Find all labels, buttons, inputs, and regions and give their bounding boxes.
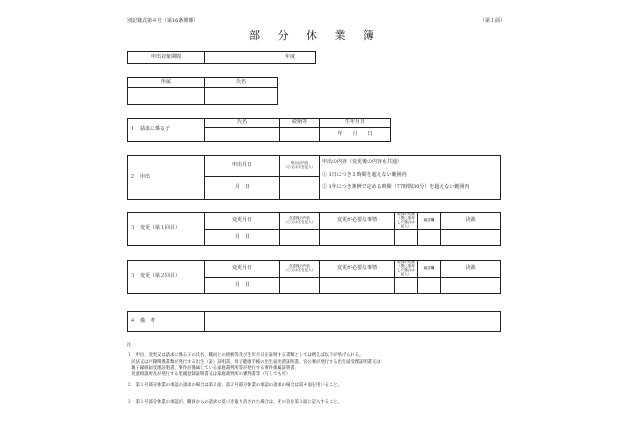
change2-reason-label: 変更が必要な事情 xyxy=(320,261,395,278)
change1-approval-field[interactable] xyxy=(441,230,501,246)
request-content-label-text: 申出の内容 xyxy=(290,161,309,166)
remarks-field[interactable] xyxy=(205,312,501,332)
period-label: 申出対象期間 xyxy=(128,52,205,64)
child-name-label: 氏名 xyxy=(205,119,280,128)
child-birth-field[interactable]: 年 月 日 xyxy=(320,128,391,142)
change1-date-field[interactable]: 月 日 xyxy=(205,230,280,246)
change2-content-label-text: 変更後の内容 xyxy=(289,264,310,269)
change1-content-field[interactable] xyxy=(280,230,320,246)
remarks-table xyxy=(127,311,501,332)
request-date-label: 申出月日 xyxy=(205,156,280,177)
change2-content-field[interactable] xyxy=(280,278,320,294)
staff-name-field[interactable] xyxy=(205,88,278,105)
request-option-1: ① 1日につき２時間を超えない範囲内 xyxy=(322,171,407,178)
staff-name-label: 氏名 xyxy=(205,78,278,88)
staff-table xyxy=(127,77,278,105)
child-table xyxy=(127,118,391,142)
change1-reason-field[interactable] xyxy=(320,230,395,246)
change1-before-field[interactable] xyxy=(395,230,418,246)
affiliation-field[interactable] xyxy=(128,88,205,105)
period-year[interactable]: 年度 xyxy=(205,52,316,64)
change2-approval-label: 決裁 xyxy=(441,261,501,278)
affiliation-label: 所属 xyxy=(128,78,205,88)
change2-content-label xyxy=(280,261,320,278)
period-table xyxy=(127,51,316,64)
child-section-label: １ 請求に係る子 xyxy=(128,119,205,142)
note-3: ３ 第１号部分休業の承認が、職員からの請求に基づき取り消された場合は、その旨を第３面に記入すること。 xyxy=(127,400,342,405)
change1-content-note: （①又は②を記入） xyxy=(283,220,316,224)
child-birth-label: 生年月日 xyxy=(320,119,391,128)
request-content-note: （①又は②を記入） xyxy=(283,165,316,169)
change1-content-label xyxy=(280,213,320,230)
note-1b: 民法又は戸籍関係書類が発行する出生（証）証明書、母子健康手帳の出生届出済証明書、官公署が発行する出生届受理証明書又は xyxy=(127,360,381,365)
change1-reason-label: 変更が必要な事情 xyxy=(320,213,395,230)
change2-date-field[interactable]: 月 日 xyxy=(205,278,280,294)
remarks-section-label: ４ 備 考 xyxy=(128,312,205,332)
child-name-field[interactable] xyxy=(205,128,280,142)
change2-before-label: 取得の有無（既に取得した場合は記入） xyxy=(395,261,418,278)
request-desc-cell xyxy=(320,156,501,200)
request-section-label: ２ 申出 xyxy=(128,156,205,200)
request-content-field[interactable] xyxy=(280,177,320,200)
change1-section-label: ３ 変更（第１回目） xyxy=(128,213,205,246)
change1-before-label: 取得の有無（既に取得した場合は記入） xyxy=(395,213,418,230)
change1-table xyxy=(127,212,501,246)
change1-confirm-label: 確認欄 xyxy=(418,213,441,230)
note-1c: 親子縁組届受理証明書、事件が係属している家庭裁判所等が発行する事件係属証明書、 xyxy=(127,366,299,371)
change2-before-field[interactable] xyxy=(395,278,418,294)
note-1d: 児童相談所長が発行する里親登録証明書又は家庭裁判所の審判書等（写しでも可） xyxy=(127,372,291,377)
change1-confirm-field[interactable] xyxy=(418,230,441,246)
page-number: （第１面） xyxy=(480,18,506,24)
change2-confirm-field[interactable] xyxy=(418,278,441,294)
form-id: 別記様式第４号（第16条関係） xyxy=(127,18,199,24)
change1-approval-label: 決裁 xyxy=(441,213,501,230)
request-table xyxy=(127,155,501,200)
change2-date-label: 変更月日 xyxy=(205,261,280,278)
change2-section-label: ３ 変更（第２回目） xyxy=(128,261,205,294)
change2-table xyxy=(127,260,501,294)
child-relation-label: 続柄等 xyxy=(280,119,320,128)
note-2: ２ 第１号部分休業の承認の請求の場合は第２面、第２号部分休業の承認の請求の場合は第４面を用いること。 xyxy=(127,383,342,388)
change1-date-label: 変更月日 xyxy=(205,213,280,230)
note-1a: １ 申出、変更又は請求に係る子の氏名、職員との続柄等及び生年月日を証明する書類としては例えば以下が挙げられる。 xyxy=(127,353,364,358)
change2-content-note: （①又は②を記入） xyxy=(283,268,316,272)
request-date-field[interactable]: 月 日 xyxy=(205,177,280,200)
request-desc-label: 申出の内容（変更後の内容も共通） xyxy=(322,159,403,165)
notes-heading: 注 xyxy=(127,343,132,348)
page-title: 部 分 休 業 簿 xyxy=(249,29,381,42)
change2-approval-field[interactable] xyxy=(441,278,501,294)
change2-reason-field[interactable] xyxy=(320,278,395,294)
request-option-2: ② 1年につき条例で定める時間（77時間30分）を超えない範囲内 xyxy=(322,183,470,190)
change1-content-label-text: 変更後の内容 xyxy=(289,216,310,221)
change2-confirm-label: 確認欄 xyxy=(418,261,441,278)
child-relation-field[interactable] xyxy=(280,128,320,142)
request-content-label xyxy=(280,156,320,177)
